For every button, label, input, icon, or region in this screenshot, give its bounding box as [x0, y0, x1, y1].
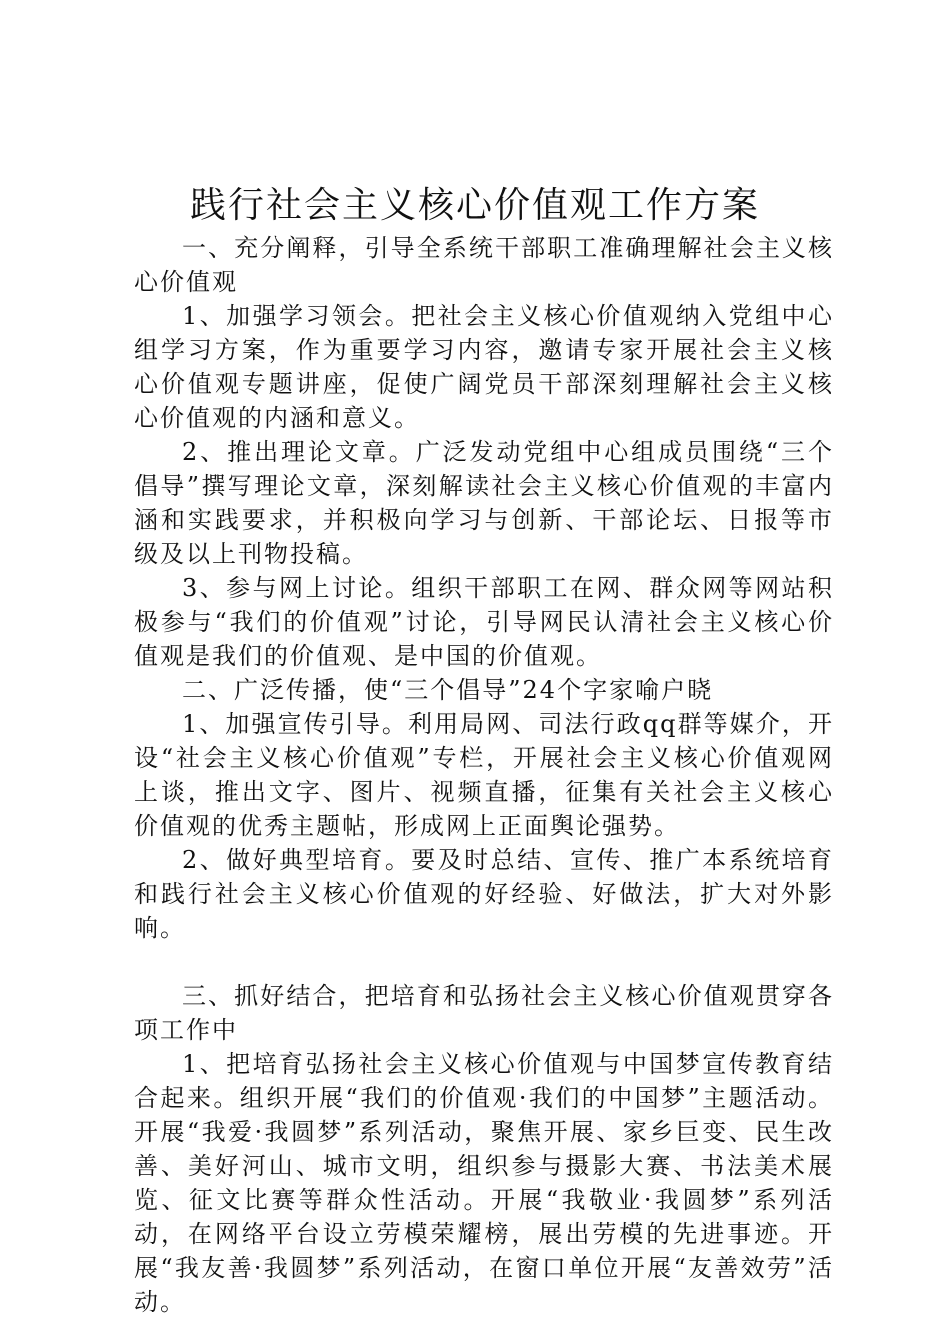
- paragraph-spacer: [134, 945, 834, 979]
- paragraph-1-3: 3、参与网上讨论。组织干部职工在网、群众网等网站积极参与“我们的价值观”讨论，引导网民认清社会主义核心价值观是我们的价值观、是中国的价值观。: [134, 574, 834, 670]
- section-heading-3: 三、抓好结合，把培育和弘扬社会主义核心价值观贯穿各项工作中: [134, 982, 834, 1044]
- document-body: [134, 231, 834, 1319]
- paragraph-2-1: 1、加强宣传引导。利用局网、司法行政qq群等媒介，开设“社会主义核心价值观”专栏，开展社会主义核心价值观网上谈，推出文字、图片、视频直播，征集有关社会主义核心价值观的优秀主题帖，形成网上正面舆论强势。: [134, 710, 834, 840]
- section-heading-2: 二、广泛传播，使“三个倡导”24个字家喻户晓: [182, 676, 714, 704]
- section-heading-1: 一、充分阐释，引导全系统干部职工准确理解社会主义核心价值观: [134, 234, 834, 296]
- paragraph-1-2: 2、推出理论文章。广泛发动党组中心组成员围绕“三个倡导”撰写理论文章，深刻解读社会主义核心价值观的丰富内涵和实践要求，并积极向学习与创新、干部论坛、日报等市级及以上刊物投稿。: [134, 438, 834, 568]
- paragraph-1-1: 1、加强学习领会。把社会主义核心价值观纳入党组中心组学习方案，作为重要学习内容，邀请专家开展社会主义核心价值观专题讲座，促使广阔党员干部深刻理解社会主义核心价值观的内涵和意义。: [134, 302, 834, 432]
- document-title: 践行社会主义核心价值观工作方案: [189, 185, 760, 226]
- paragraph-2-2: 2、做好典型培育。要及时总结、宣传、推广本系统培育和践行社会主义核心价值观的好经验、好做法，扩大对外影响。: [134, 846, 834, 942]
- paragraph-3-1: 1、把培育弘扬社会主义核心价值观与中国梦宣传教育结合起来。组织开展“我们的价值观·我们的中国梦”主题活动。开展“我爱·我圆梦”系列活动，聚焦开展、家乡巨变、民生改善、美好河山、城市文明，组织参与摄影大赛、书法美术展览、征文比赛等群众性活动。开展“我敬业·我圆梦”系列活动，在网络平台设立劳模荣耀榜，展出劳模的先进事迹。开展“我友善·我圆梦”系列活动，在窗口单位开展“友善效劳”活动。: [134, 1050, 834, 1316]
